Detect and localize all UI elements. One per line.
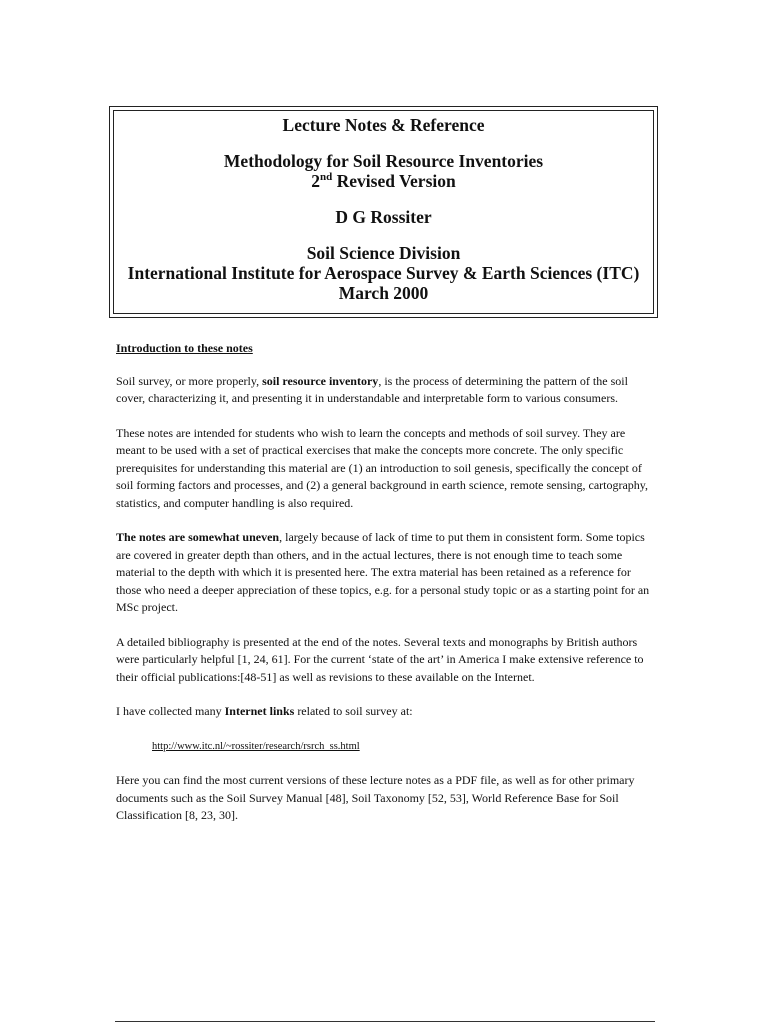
p5-text-a: I have collected many [116, 704, 225, 718]
version-suffix: nd [320, 171, 333, 183]
p3-text: , largely because of lack of time to put them in consistent form. Some topics are covered in greater depth than others, and in the actual lectures, there is not enough time to teach some material to the depth with which it is presented here. The extra material has been retained as a reference for those who need a deeper appreciation of these topics, e.g. for a personal study topic or as a starting point for an MSc project. [116, 530, 650, 614]
paragraph-current-versions: Here you can find the most current versions of these lecture notes as a PDF file, as well as for other primary documents such as the Soil Survey Manual [48], Soil Taxonomy [52, 53], World Reference Base for Soil Classification [8, 23, 30]. [116, 773, 635, 822]
paragraph-soil-survey [116, 373, 656, 408]
title-line-1: Lecture Notes & Reference [282, 115, 485, 135]
date: March 2000 [338, 283, 429, 303]
p5-bold: Internet links [224, 704, 295, 718]
p1-bold: soil resource inventory [262, 373, 379, 388]
division: Soil Science Division [306, 243, 461, 263]
title-box-inner [113, 110, 654, 314]
section-heading: Introduction to these notes [116, 341, 253, 355]
p5-text-b: related to soil survey at: [294, 704, 413, 718]
paragraph-bibliography: A detailed bibliography is presented at the end of the notes. Several texts and monographs by British authors were particularly helpful [1, 24, 61]. For the current ‘state of the art’ in America I make extensive reference to their official publications:[48-51] as well as revisions to these available on the Internet. [116, 634, 644, 684]
p3-bold: The notes are somewhat uneven [116, 530, 280, 544]
version-number: 2 [311, 171, 320, 191]
paragraph-intended-audience: These notes are intended for students who wish to learn the concepts and methods of soil survey. They are meant to be used with a set of practical exercises that make the concepts more concrete. The only specific prerequisites for understanding this material are (1) an introduction to soil genesis, specifically the concept of soil forming factors and processes, and (2) a general background in earth science, remote sensing, cartography, statistics, and computer handling is also required. [116, 425, 649, 510]
institute: International Institute for Aerospace Survey & Earth Sciences (ITC) [127, 263, 640, 283]
internet-link[interactable]: http://www.itc.nl/~rossiter/research/rsrch_ss.html [152, 740, 360, 752]
author: D G Rossiter [335, 207, 432, 227]
paragraph-internet-links [116, 703, 656, 721]
version-text: Revised Version [332, 171, 456, 191]
title-box [109, 106, 658, 318]
p1-text-b: , is the process of determining the pattern of the soil cover, characterizing it, and presenting it in understandable and interpretable form to various consumers. [116, 373, 628, 405]
p1-text-a: Soil survey, or more properly, [116, 373, 263, 388]
document-body [116, 340, 656, 842]
version-line [114, 171, 653, 191]
footer-rule [115, 1021, 655, 1022]
paragraph-uneven [116, 529, 656, 617]
document-title: Methodology for Soil Resource Inventories [223, 151, 544, 171]
